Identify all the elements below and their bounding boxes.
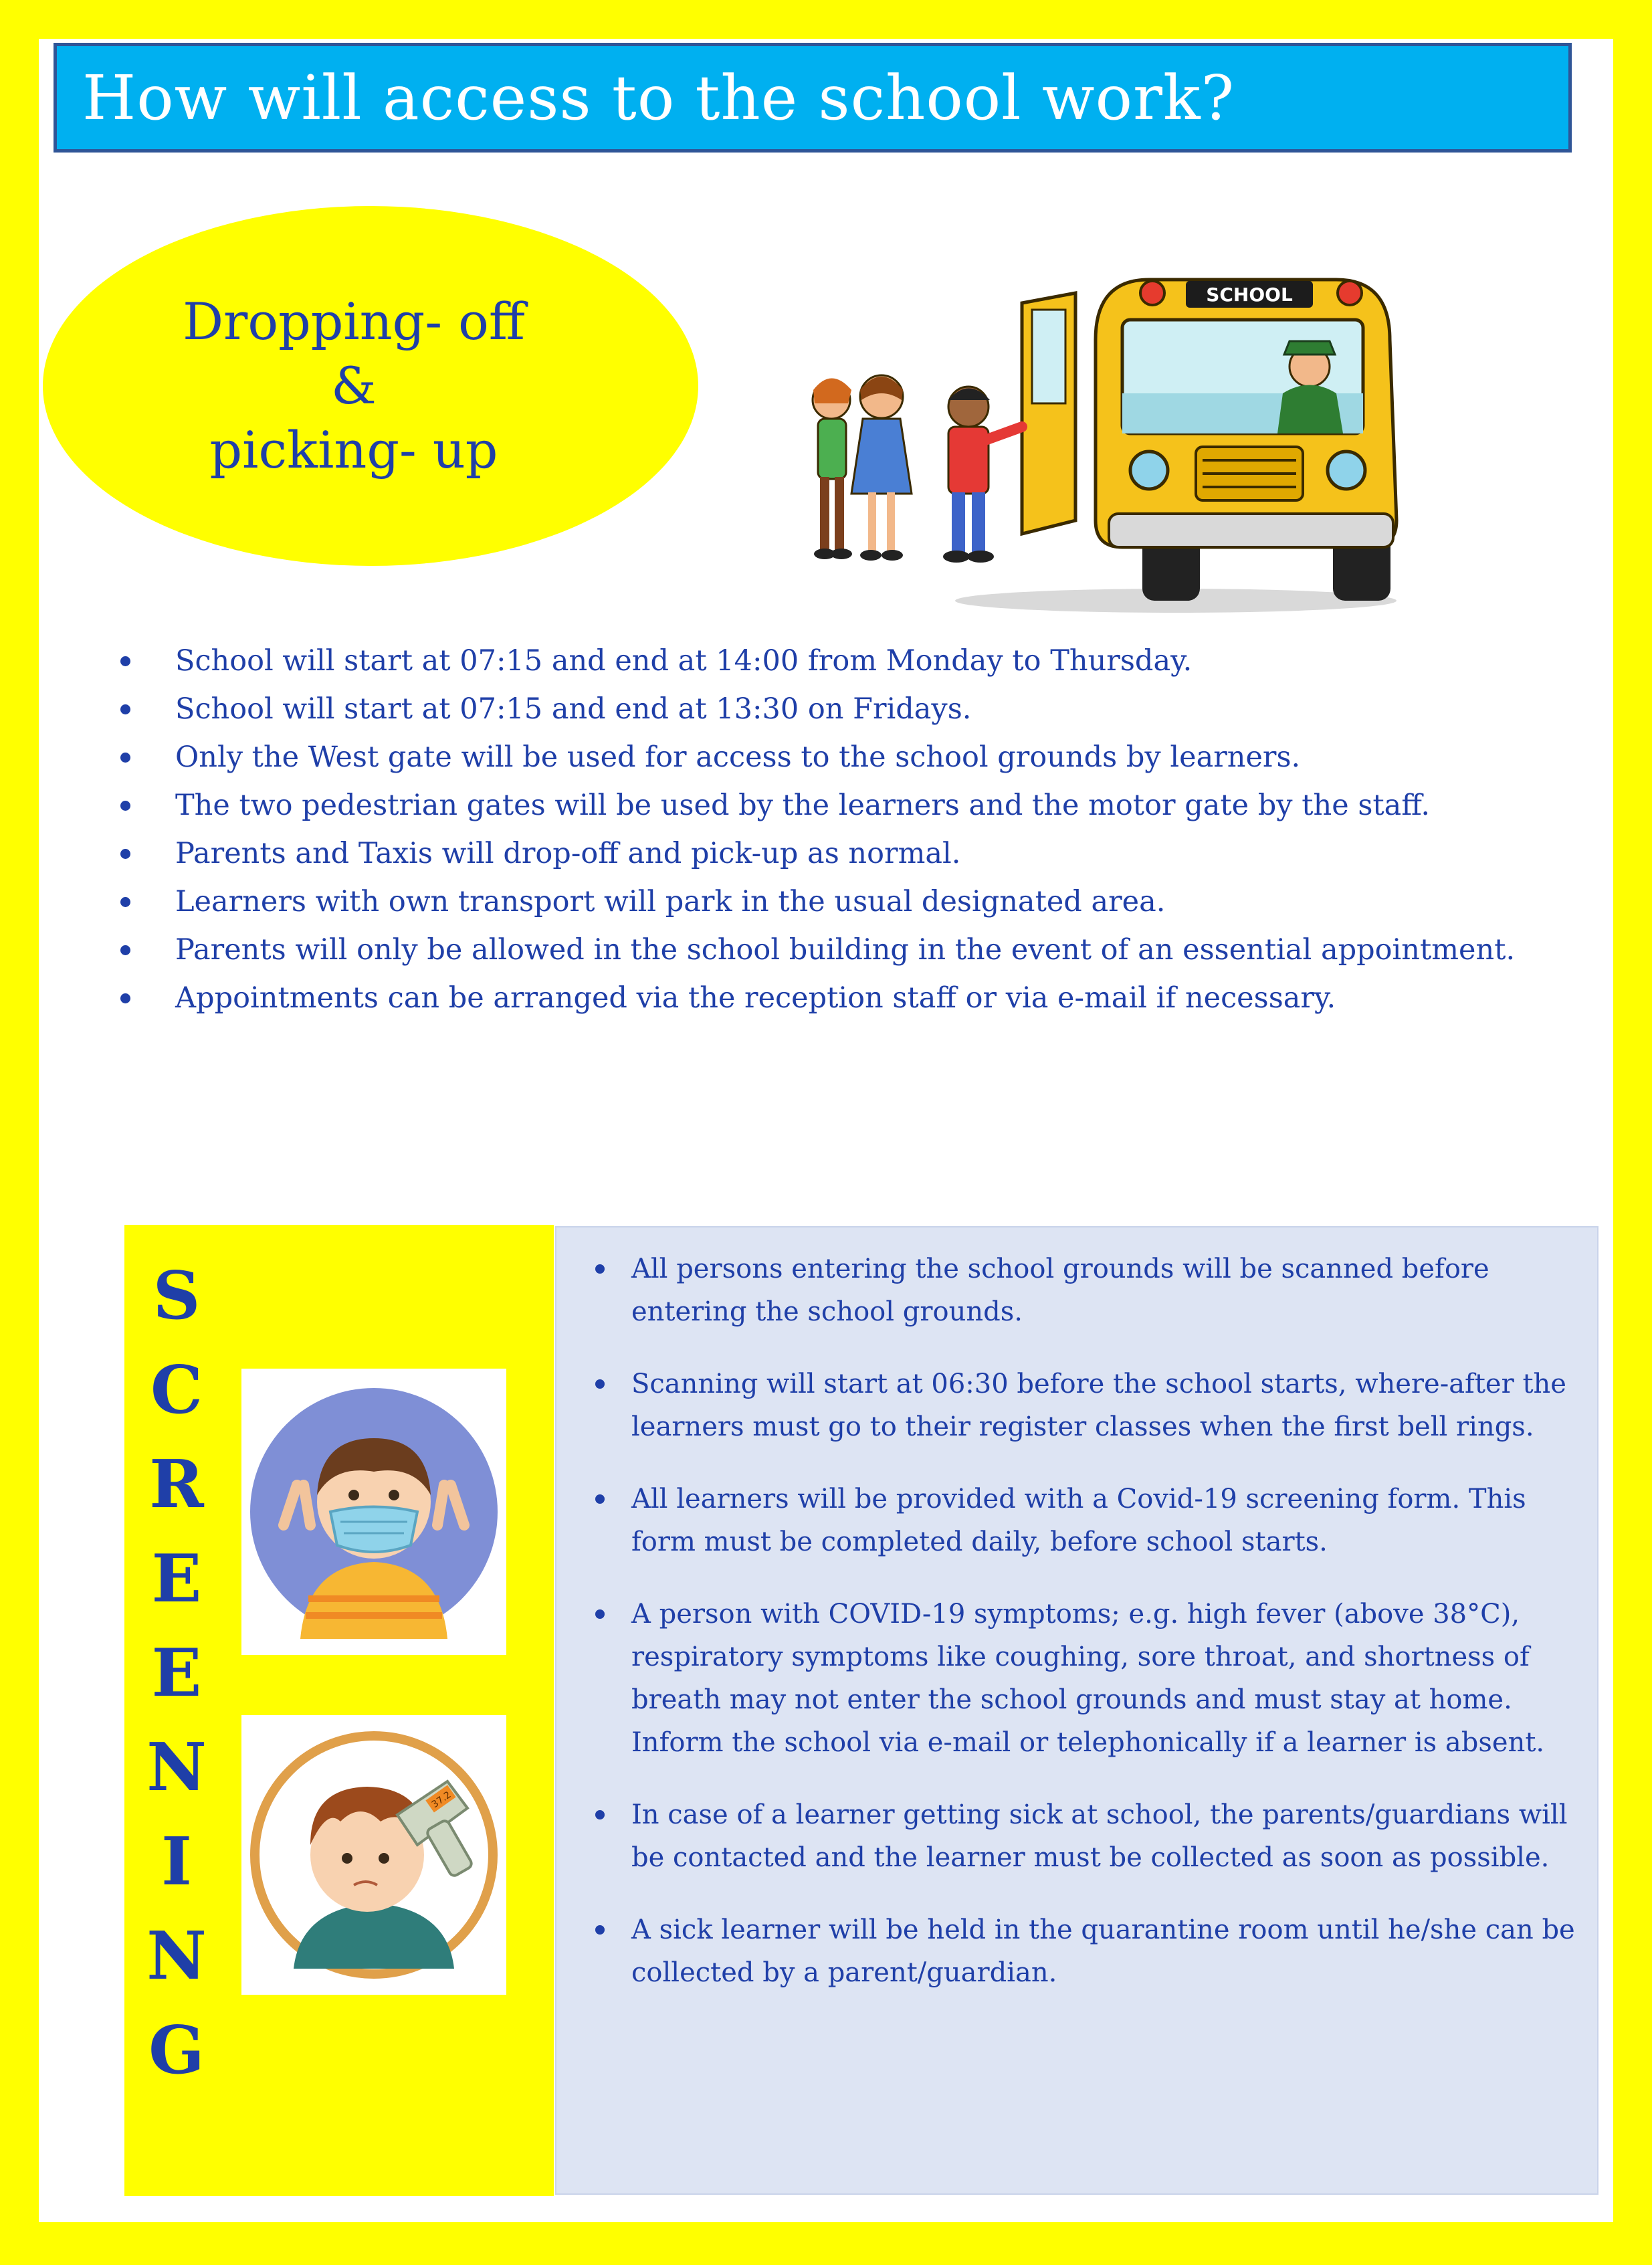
heading-letter: E [151,1635,202,1712]
list-item: In case of a learner getting sick at school, the parents/guardians will be contacted and the learner must be collected as soon as possible. [591,1793,1581,1879]
flyer-page [39,39,1613,2222]
heading-letter: N [146,1729,207,1806]
bus-sign-text: SCHOOL [1206,284,1293,306]
oval-line-2: & [331,356,377,415]
screening-rules-list [591,1248,1581,2024]
heading-letter: G [148,2012,205,2089]
heading-letter: C [150,1352,203,1429]
list-item: A person with COVID-19 symptoms; e.g. high fever (above 38°C), respiratory symptoms like coughing, sore throat, and shortness of breath may not enter the school grounds and must stay at home. Inform the school via e-mail or telephonically if a learner is absent. [591,1593,1581,1764]
heading-letter: I [161,1824,192,1900]
school-bus-illustration [801,239,1417,621]
list-item: The two pedestrian gates will be used by the learners and the motor gate by the staff. [114,781,1515,829]
masked-child-picture [241,1369,506,1655]
heading-letter: E [151,1541,202,1617]
list-item: All learners will be provided with a Covid-19 screening form. This form must be completed daily, before school starts. [591,1478,1581,1563]
drop-off-oval [43,206,698,566]
heading-letter: S [152,1258,201,1335]
list-item: Appointments can be arranged via the reception staff or via e-mail if necessary. [114,974,1515,1022]
list-item: A sick learner will be held in the quarantine room until he/she can be collected by a parent/guardian. [591,1908,1581,1994]
list-item: Parents will only be allowed in the school building in the event of an essential appointment. [114,926,1515,974]
temperature-check-picture [241,1715,506,1995]
list-item: School will start at 07:15 and end at 13:30 on Fridays. [114,685,1515,733]
list-item: All persons entering the school grounds will be scanned before entering the school grounds. [591,1248,1581,1333]
oval-line-1: Dropping- off [183,292,525,351]
screening-side-panel [124,1225,554,2196]
list-item: Scanning will start at 06:30 before the school starts, where-after the learners must go to their register classes when the first bell rings. [591,1363,1581,1448]
screening-vertical-heading [143,1249,210,2098]
temperature-check-illustration [247,1728,501,1982]
heading-letter: R [149,1446,204,1523]
masked-child-illustration [247,1385,501,1639]
list-item: School will start at 07:15 and end at 14:00 from Monday to Thursday. [114,637,1515,685]
thermometer-reading: 37.2 [429,1789,453,1811]
oval-line-3: picking- up [209,420,498,480]
access-rules-list [114,637,1515,1022]
list-item: Only the West gate will be used for access to the school grounds by learners. [114,733,1515,781]
screening-info-panel [555,1226,1598,2195]
title-banner [54,43,1572,153]
heading-letter: N [146,1918,207,1995]
page-title: How will access to the school work? [82,62,1235,134]
list-item: Parents and Taxis will drop-off and pick-up as normal. [114,829,1515,878]
list-item: Learners with own transport will park in the usual designated area. [114,878,1515,926]
